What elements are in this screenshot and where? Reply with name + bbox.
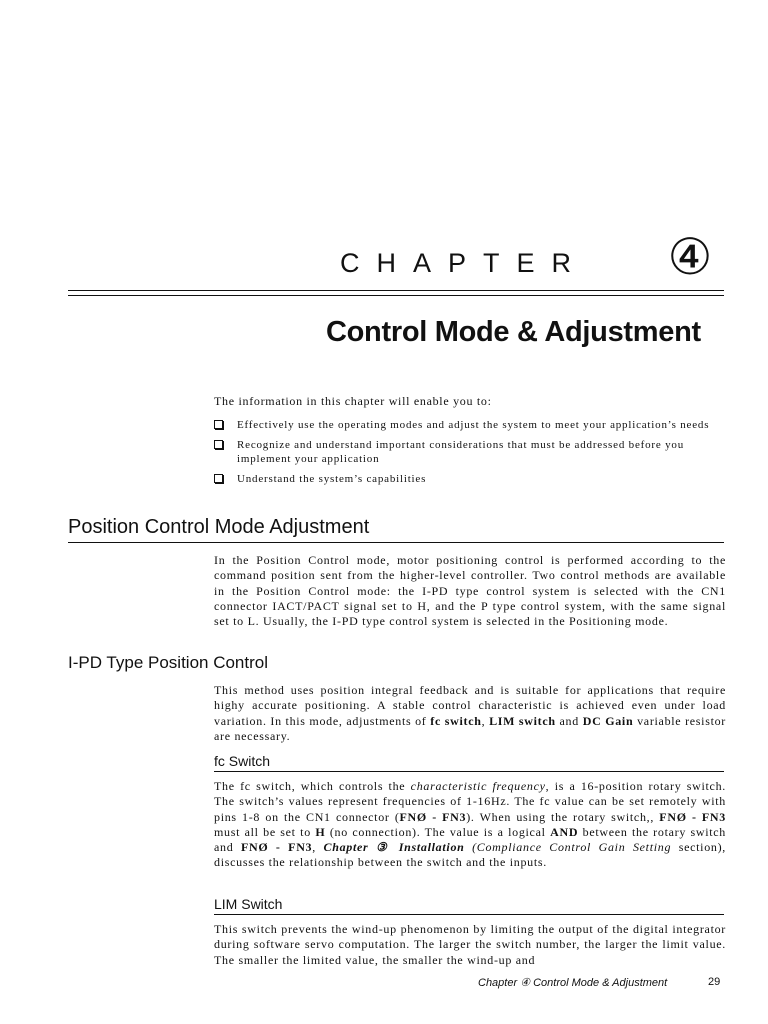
ipd-paragraph: This method uses position integral feedback and is suitable for applications that require highy accurate positioning. A stable control characteristic is achieved even under load variation. In this mode, adjustments of fc switch, LIM switch and DC Gain variable resistor are necessary.: [214, 683, 727, 743]
subsection-heading-lim-switch: LIM Switch: [214, 896, 283, 912]
section-heading-position-control: Position Control Mode Adjustment: [68, 516, 370, 538]
subsection-heading-fc-switch: fc Switch: [214, 753, 271, 769]
subsection-rule: [214, 771, 724, 772]
section-rule: [68, 542, 724, 543]
chapter-divider: [68, 290, 724, 296]
intro-bullet: Effectively use the operating modes and adjust the system to meet your application’s needs: [214, 418, 726, 432]
chapter-number: ④: [667, 228, 713, 286]
footer-page-number: 29: [708, 976, 721, 988]
chapter-label: CHAPTER: [340, 248, 589, 278]
checkbox-bullet-icon: [214, 440, 223, 449]
intro-bullet: Recognize and understand important considerations that must be addressed before you implement your application: [214, 438, 726, 466]
fc-switch-paragraph: The fc switch, which controls the characteristic frequency, is a 16-position rotary switch. The switch’s values represent frequencies of 1-16Hz. The fc value can be set remotely with pins 1-8 on the CN1 connector (FNØ - FN3). When using the rotary switch,, FNØ - FN3 must all be set to H (no connection). The value is a logical AND between the rotary switch and FNØ - FN3, Chapter ③ Installation (Compliance Control Gain Setting section), discusses the relationship between the switch and the inputs.: [214, 779, 726, 870]
chapter-title: Control Mode & Adjustment: [326, 316, 701, 348]
intro-bullet: Understand the system’s capabilities: [214, 472, 726, 486]
footer-chapter-title: Chapter ④ Control Mode & Adjustment: [478, 977, 668, 989]
subsection-rule: [214, 914, 724, 915]
section-heading-ipd: I-PD Type Position Control: [68, 653, 268, 672]
intro-bullet-list: [214, 418, 726, 492]
checkbox-bullet-icon: [214, 420, 223, 429]
lim-switch-paragraph: This switch prevents the wind-up phenomenon by limiting the output of the digital integrator during software servo computation. The larger the switch number, the larger the limit value. The smaller the limited value, the smaller the wind-up and: [214, 922, 726, 967]
position-control-paragraph: In the Position Control mode, motor positioning control is performed according to the command position sent from the higher-level controller. Two control methods are available in the Position Control mode: the I-PD type control system is selected with the CN1 connector IACT/PACT signal set to H, and the P type control system, with the same signal set to L. Usually, the I-PD type control system is selected in the Positioning mode.: [214, 553, 726, 629]
intro-lead: The information in this chapter will enable you to:: [214, 394, 492, 408]
checkbox-bullet-icon: [214, 474, 223, 483]
